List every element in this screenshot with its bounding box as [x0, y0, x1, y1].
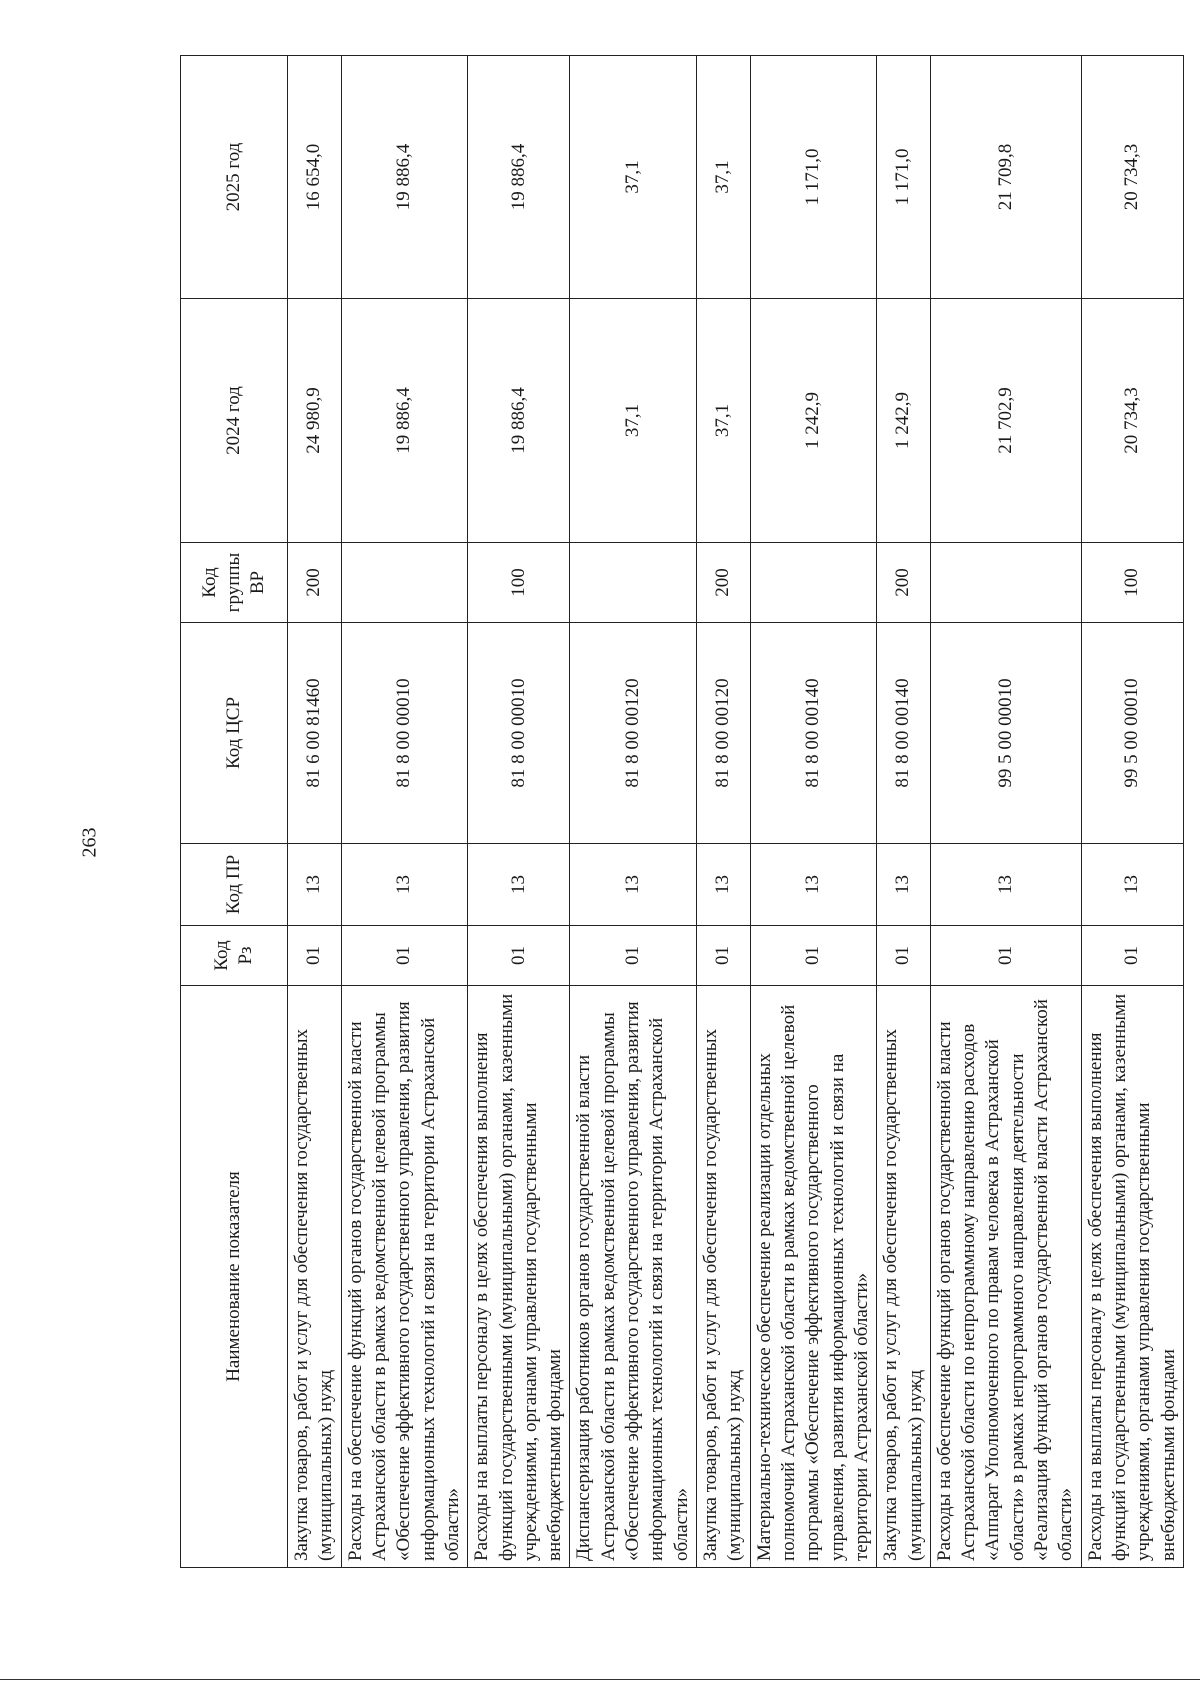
row-vr: [341, 543, 468, 623]
row-2024: 20 734,3: [1081, 299, 1183, 543]
row-rz: 01: [468, 926, 570, 986]
row-rz: 01: [697, 926, 751, 986]
row-csr: 81 8 00 00010: [341, 623, 468, 844]
row-vr: 100: [468, 543, 570, 623]
header-2024: 2024 год: [181, 299, 288, 543]
table-row: [1081, 56, 1183, 1568]
table-row: [341, 56, 468, 1568]
row-2025: 21 709,8: [930, 56, 1081, 299]
table-row: [697, 56, 751, 1568]
row-rz: 01: [1081, 926, 1183, 986]
header-rz: Код Рз: [181, 926, 288, 986]
header-csr: Код ЦСР: [181, 623, 288, 844]
row-pr: 13: [930, 844, 1081, 926]
budget-table-container: [180, 56, 1179, 1568]
row-pr: 13: [468, 844, 570, 926]
row-csr: 81 8 00 00120: [570, 623, 697, 844]
row-2025: 37,1: [697, 56, 751, 299]
row-2025: 19 886,4: [468, 56, 570, 299]
row-name: Расходы на обеспечение функций органов государственной власти Астраханской области по непрограммному направлению расходов «Аппарат Уполномоченного по правам человека в Астраханской области» в рамках непрограммного направления деятельности «Реализация функций органов государственной власти Астраханской области»: [930, 986, 1081, 1568]
row-2025: 1 171,0: [877, 56, 931, 299]
rotated-table-frame: [180, 56, 1179, 1568]
row-2024: 1 242,9: [750, 299, 877, 543]
row-name: Закупка товаров, работ и услуг для обеспечения государственных (муниципальных) нужд: [877, 986, 931, 1568]
row-pr: 13: [877, 844, 931, 926]
row-name: Закупка товаров, работ и услуг для обеспечения государственных (муниципальных) нужд: [697, 986, 751, 1568]
row-csr: 81 6 00 81460: [288, 623, 342, 844]
row-vr: [570, 543, 697, 623]
row-vr: 200: [877, 543, 931, 623]
row-rz: 01: [570, 926, 697, 986]
row-name: Расходы на обеспечение функций органов государственной власти Астраханской области в рамках ведомственной целевой программы «Обеспечение эффективного государственного управления, развития информационных технологий и связи на территории Астраханской области»: [341, 986, 468, 1568]
header-pr: Код ПР: [181, 844, 288, 926]
row-vr: 100: [1081, 543, 1183, 623]
row-2024: 24 980,9: [288, 299, 342, 543]
header-2025: 2025 год: [181, 56, 288, 299]
table-row: [288, 56, 342, 1568]
table-row: [877, 56, 931, 1568]
row-2025: 16 654,0: [288, 56, 342, 299]
row-2024: 37,1: [570, 299, 697, 543]
row-rz: 01: [877, 926, 931, 986]
header-vr: Код группы ВР: [181, 543, 288, 623]
row-csr: 81 8 00 00010: [468, 623, 570, 844]
table-header-row: [181, 56, 288, 1568]
bottom-scan-edge-line: [0, 1679, 1200, 1680]
header-name: Наименование показателя: [181, 986, 288, 1568]
row-name: Закупка товаров, работ и услуг для обеспечения государственных (муниципальных) нужд: [288, 986, 342, 1568]
row-vr: 200: [288, 543, 342, 623]
row-csr: 81 8 00 00140: [750, 623, 877, 844]
row-pr: 13: [697, 844, 751, 926]
row-name: Расходы на выплаты персоналу в целях обеспечения выполнения функций государственными (муниципальными) органами, казенными учреждениями, органами управления государственными внебюджетными фондами: [468, 986, 570, 1568]
row-2025: 37,1: [570, 56, 697, 299]
table-row: [468, 56, 570, 1568]
table-row: [930, 56, 1081, 1568]
row-pr: 13: [750, 844, 877, 926]
row-2024: 19 886,4: [468, 299, 570, 543]
page-number: 263: [78, 827, 101, 858]
row-rz: 01: [288, 926, 342, 986]
row-2025: 19 886,4: [341, 56, 468, 299]
row-pr: 13: [288, 844, 342, 926]
row-2024: 19 886,4: [341, 299, 468, 543]
row-pr: 13: [341, 844, 468, 926]
row-2024: 1 242,9: [877, 299, 931, 543]
row-name: Расходы на выплаты персоналу в целях обеспечения выполнения функций государственными (муниципальными) органами, казенными учреждениями, органами управления государственными внебюджетными фондами: [1081, 986, 1183, 1568]
row-2024: 37,1: [697, 299, 751, 543]
row-csr: 81 8 00 00140: [877, 623, 931, 844]
row-csr: 81 8 00 00120: [697, 623, 751, 844]
row-pr: 13: [570, 844, 697, 926]
row-2025: 20 734,3: [1081, 56, 1183, 299]
row-2024: 21 702,9: [930, 299, 1081, 543]
row-2025: 1 171,0: [750, 56, 877, 299]
table-row: [750, 56, 877, 1568]
row-rz: 01: [930, 926, 1081, 986]
row-vr: [930, 543, 1081, 623]
row-pr: 13: [1081, 844, 1183, 926]
row-vr: [750, 543, 877, 623]
row-csr: 99 5 00 00010: [930, 623, 1081, 844]
row-rz: 01: [750, 926, 877, 986]
row-csr: 99 5 00 00010: [1081, 623, 1183, 844]
row-vr: 200: [697, 543, 751, 623]
table-row: [570, 56, 697, 1568]
row-name: Диспансеризация работников органов государственной власти Астраханской области в рамках ведомственной целевой программы «Обеспечение эффективного государственного управления, развития информационных технологий и связи на территории Астраханской области»: [570, 986, 697, 1568]
row-rz: 01: [341, 926, 468, 986]
budget-table: [180, 55, 1184, 1568]
row-name: Материально-техническое обеспечение реализации отдельных полномочий Астраханской области в рамках ведомственной целевой программы «Обеспечение эффективного государственного управления, развития информационных технологий и связи на территории Астраханской области»: [750, 986, 877, 1568]
